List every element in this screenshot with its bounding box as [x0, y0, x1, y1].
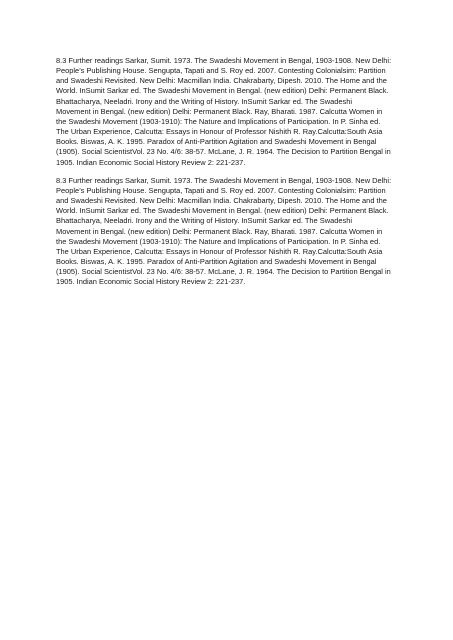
document-body: [56, 56, 401, 295]
further-readings-paragraph-2: 8.3 Further readings Sarkar, Sumit. 1973. The Swadeshi Movement in Bengal, 1903-1908. New Delhi: People’s Publishing House. Sengupta, Tapati and S. Roy ed. 2007. Contesting Colonialsim: Partition and Swadeshi Revisited. New Delhi: Macmillan India. Chakrabarty, Dipesh. 2010. The Home and the World. InSumit Sarkar ed. The Swadeshi Movement in Bengal. (new edition) Delhi: Permanent Black. Bhattacharya, Neeladri. Irony and the Writing of History. InSumit Sarkar ed. The Swadeshi Movement in Bengal. (new edition) Delhi: Permanent Black. Ray, Bharati. 1987. Calcutta Women in the Swadeshi Movement (1903-1910): The Nature and Implications of Participation. In P. Sinha ed. The Urban Experience, Calcutta: Essays in Honour of Professor Nishith R. Ray.Calcutta:South Asia Books. Biswas, A. K. 1995. Paradox of Anti-Partition Agitation and Swadeshi Movement in Bengal (1905). Social ScientistVol. 23 No. 4/6: 38-57. McLane, J. R. 1964. The Decision to Partition Bengal in 1905. Indian Economic Social History Review 2: 221-237.: [56, 175, 392, 287]
further-readings-paragraph-1: 8.3 Further readings Sarkar, Sumit. 1973. The Swadeshi Movement in Bengal, 1903-1908. New Delhi: People’s Publishing House. Sengupta, Tapati and S. Roy ed. 2007. Contesting Colonialsim: Partition and Swadeshi Revisited. New Delhi: Macmillan India. Chakrabarty, Dipesh. 2010. The Home and the World. InSumit Sarkar ed. The Swadeshi Movement in Bengal. (new edition) Delhi: Permanent Black. Bhattacharya, Neeladri. Irony and the Writing of History. InSumit Sarkar ed. The Swadeshi Movement in Bengal. (new edition) Delhi: Permanent Black. Ray, Bharati. 1987. Calcutta Women in the Swadeshi Movement (1903-1910): The Nature and Implications of Participation. In P. Sinha ed. The Urban Experience, Calcutta: Essays in Honour of Professor Nishith R. Ray.Calcutta:South Asia Books. Biswas, A. K. 1995. Paradox of Anti-Partition Agitation and Swadeshi Movement in Bengal (1905). Social ScientistVol. 23 No. 4/6: 38-57. McLane, J. R. 1964. The Decision to Partition Bengal in 1905. Indian Economic Social History Review 2: 221-237.: [56, 56, 392, 167]
